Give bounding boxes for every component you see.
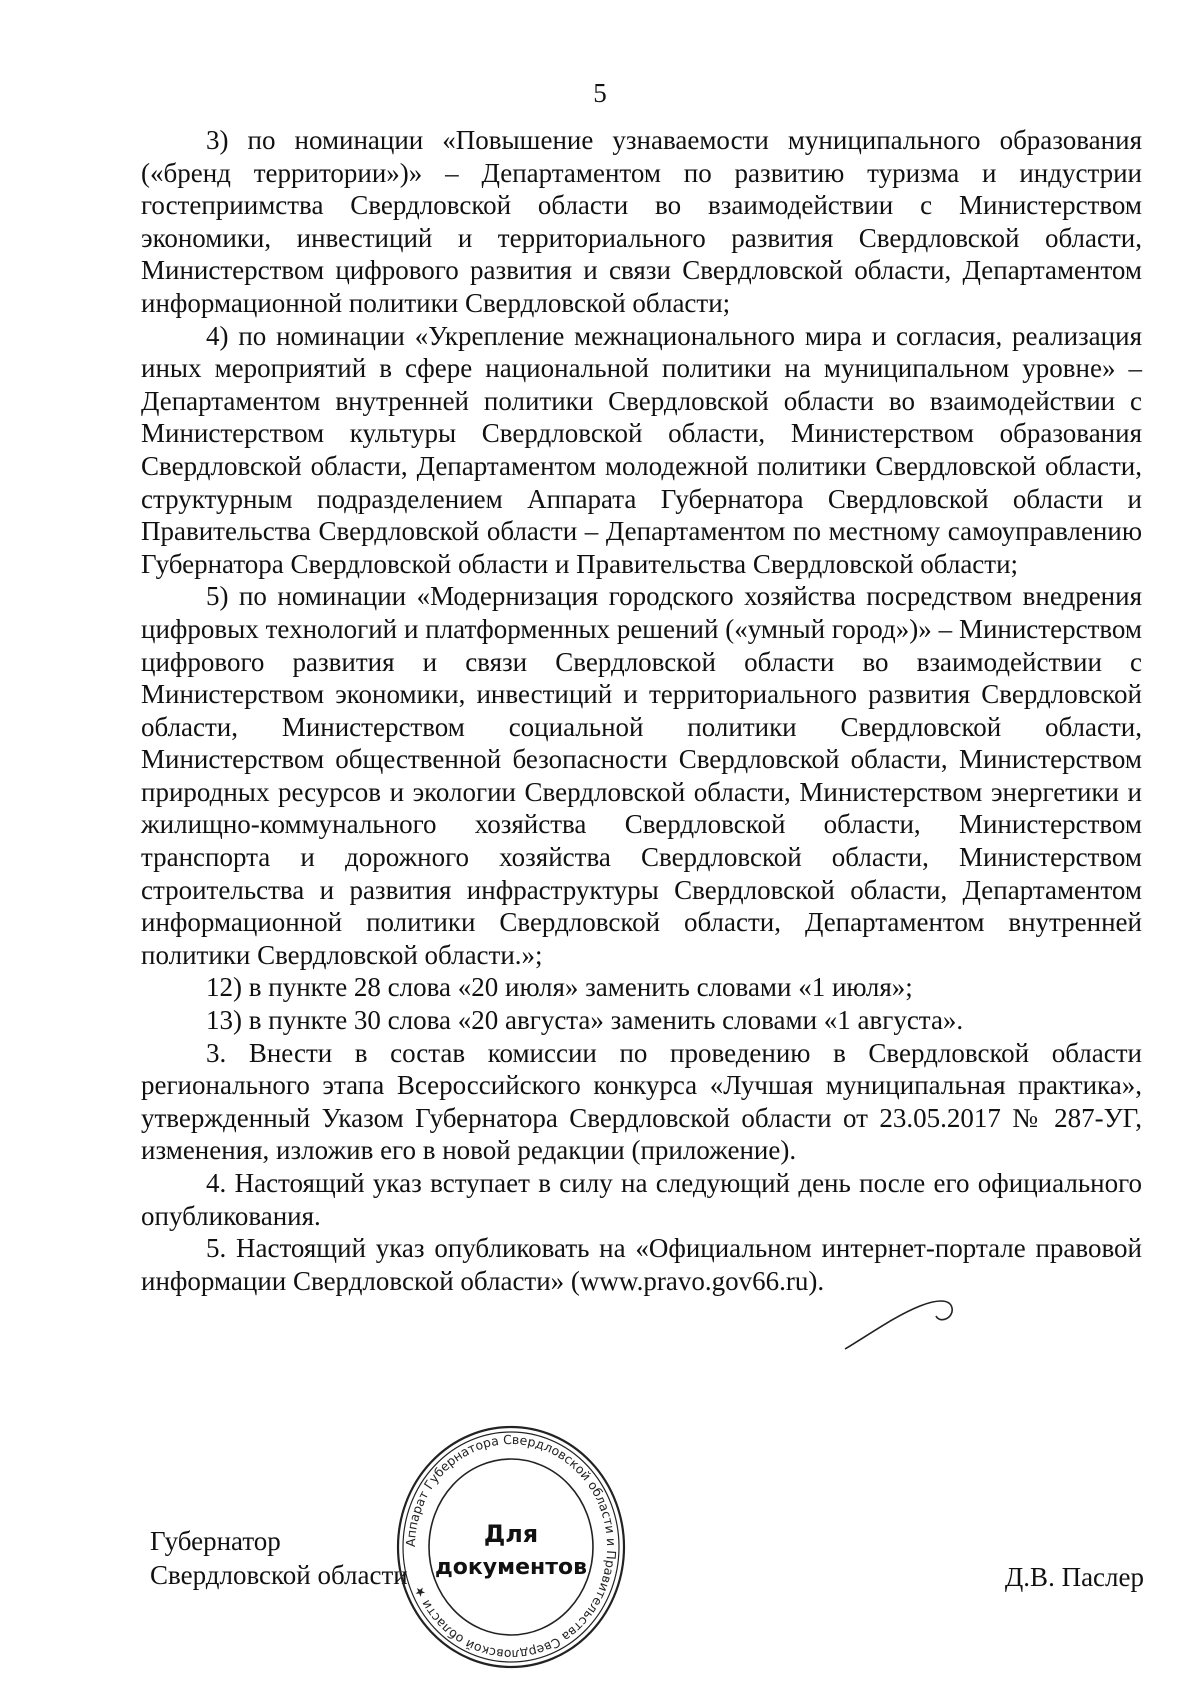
page-number: 5	[593, 78, 607, 108]
paragraph-item-12: 12) в пункте 28 слова «20 июля» заменить словами «1 июля»;	[206, 972, 913, 1003]
stamp-center-line1: Для	[483, 1520, 539, 1548]
paragraph-item-5: 5) по номинации «Модернизация городского хозяйства посредством внедрения цифровых технологий и платформенных решений («умный город»)» – Министерством цифрового развития и связи Свердловской области во взаимодействии с Министерством экономики, инвестиций и территориального развития Свердловской области, Министерством социальной политики Свердловской области, Министерством общественной безопасности Свердловской области, Министерством природных ресурсов и экологии Свердловской области, Министерством энергетики и жилищно-коммунального хозяйства Свердловской области, Министерством транспорта и дорожного хозяйства Свердловской области, Министерством строительства и развития инфраструктуры Свердловской области, Департаментом информационной политики Свердловской области, Департаментом внутренней политики Свердловской области.»;	[141, 581, 1142, 970]
stamp-ring-text: Аппарат Губернатора Свердловской области и Правительства Свердловской области ★	[402, 1431, 620, 1663]
paragraph-clause-3: 3. Внести в состав комиссии по проведению в Свердловской области регионального этапа Всероссийского конкурса «Лучшая муниципальная практика», утвержденный Указом Губернатора Свердловской области от 23.05.2017 № 287-УГ, изменения, изложив его в новой редакции (приложение).	[141, 1037, 1142, 1166]
signature-block	[150, 1524, 408, 1592]
official-stamp	[395, 1424, 627, 1670]
paragraph-clause-4: 4. Настоящий указ вступает в силу на следующий день после его официального опубликования.	[141, 1168, 1142, 1231]
paragraph-item-3: 3) по номинации «Повышение узнаваемости муниципального образования («бренд территории»)» – Департаментом по развитию туризма и индустрии гостеприимства Свердловской области во взаимодействии с Министерством экономики, инвестиций и территориального развития Свердловской области, Министерством цифрового развития и связи Свердловской области, Департаментом информационной политики Свердловской области;	[141, 125, 1142, 318]
pen-mark	[840, 1294, 960, 1354]
paragraph-item-4: 4) по номинации «Укрепление межнационального мира и согласия, реализация иных мероприятий в сфере национальной политики на муниципальном уровне» – Департаментом внутренней политики Свердловской области во взаимодействии с Министерством культуры Свердловской области, Министерством образования Свердловской области, Департаментом молодежной политики Свердловской области, структурным подразделением Аппарата Губернатора Свердловской области и Правительства Свердловской области – Департаментом по местному самоуправлению Губернатора Свердловской области и Правительства Свердловской области;	[141, 320, 1142, 579]
signatory-position: Губернатор	[150, 1526, 281, 1556]
signatory-region: Свердловской области	[150, 1560, 408, 1590]
document-body	[141, 124, 1142, 1297]
paragraph-item-13: 13) в пункте 30 слова «20 августа» заменить словами «1 августа».	[206, 1005, 964, 1036]
stamp-center-line2: документов	[434, 1555, 588, 1580]
signatory-name: Д.В. Паслер	[1004, 1562, 1144, 1592]
paragraph-clause-5: 5. Настоящий указ опубликовать на «Официальном интернет-портале правовой информации Свердловской области» (www.pravo.gov66.ru).	[141, 1233, 1142, 1296]
